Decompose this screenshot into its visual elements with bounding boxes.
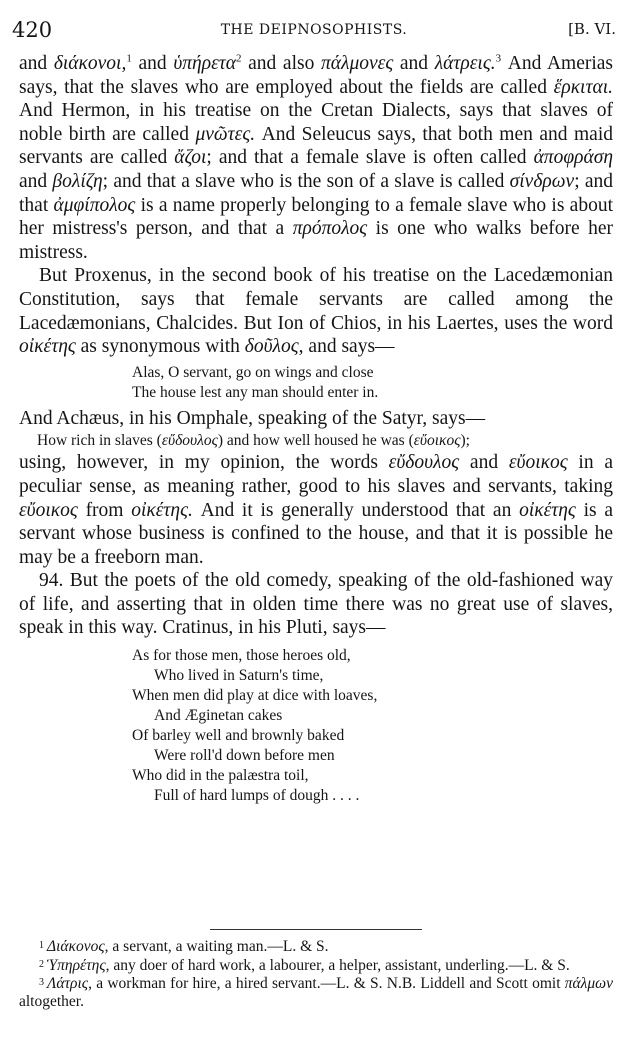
footnote-ref-2: 2 [235, 52, 242, 65]
verse-line: As for those men, those heroes old, [132, 647, 351, 665]
quote-line: How rich in slaves (εὔδουλος) and how well housed he was (εὔοικος); [37, 432, 470, 450]
footnote-ref-3: 3 [495, 52, 502, 65]
page-number: 420 [12, 18, 53, 42]
paragraph-3: And Achæus, in his Omphale, speaking of the Satyr, says— [19, 407, 486, 429]
footnotes [19, 937, 613, 1010]
footnote-1: 1 Διάκονος, a servant, a waiting man.—L. & S. [39, 938, 329, 955]
book-marker: [B. VI. [568, 20, 616, 38]
footnote-divider [210, 929, 422, 930]
main-text [19, 52, 613, 812]
verse-line: Who lived in Saturn's time, [154, 667, 324, 685]
verse-line: Full of hard lumps of dough . . . . [154, 787, 360, 805]
verse-line: When men did play at dice with loaves, [132, 687, 378, 705]
verse-line: Who did in the palæstra toil, [132, 767, 309, 785]
verse-line: Of barley well and brownly baked [132, 727, 345, 745]
verse-quote-2 [19, 646, 613, 806]
paragraph-5: 94. But the poets of the old comedy, speaking of the old-fashioned way of life, and asserting that in olden time there was no great use of slaves, speak in this way. Cratinus, in his Pluti, says— [19, 570, 613, 639]
footnote-2: 2 Ὑπηρέτης, any doer of hard work, a labourer, a helper, assistant, underling.—L. & S. [39, 956, 570, 974]
verse-line: Alas, O servant, go on wings and close [132, 363, 374, 381]
footnote-ref-1: 1 [126, 52, 132, 65]
running-title: THE DEIPNOSOPHISTS. [220, 22, 408, 38]
verse-line: Were roll'd down before men [154, 747, 335, 765]
paragraph-1: and διάκονοι,$^1$ and ὑπήρετα$^2$ and also πάλμονες and λάτρεις.$^3$ And Amerias says, that the slaves who are employed about the fields are called ἕρκιται. And Hermon, in his treatise on the Cretan Dialects, says that slaves of noble birth are called μνῶτες. And Seleucus says, that both men and maid servants are called ἄζοι; and that a female slave is often called ἀποφράση and βολίζη; and that a slave who is the son of a slave is called σίνδρων; and that ἀμφίπολος is a name properly belonging to a female slave who is about her mistress's person, and that a πρόπολος is one who walks before her mistress. [19, 52, 614, 263]
paragraph-4: using, however, in my opinion, the words εὔδουλος and εὔοικος in a peculiar sense, as meaning rather, good to his slaves and servants, taking εὔοικος from οἰκέτης. And it is generally understood that an οἰκέτης is a servant whose business is confined to the house, and that it is possible he may be a freeborn man. [19, 452, 613, 568]
verse-line: And Æginetan cakes [154, 707, 283, 725]
paragraph-2: But Proxenus, in the second book of his treatise on the Lacedæmonian Constitution, says that female servants are called among the Lacedæmonians, Chalcides. But Ion of Chios, in his Laertes, uses the word οἰκέτης as synonymous with δοῦλος, and says— [19, 265, 613, 358]
footnote-3: 3 Λάτρις, a workman for hire, a hired servant.—L. & S. N.B. Liddell and Scott omit πάλμων altogether. [19, 975, 613, 1010]
page-header [12, 18, 616, 44]
verse-line: The house lest any man should enter in. [132, 383, 379, 401]
verse-quote-1 [19, 363, 613, 403]
